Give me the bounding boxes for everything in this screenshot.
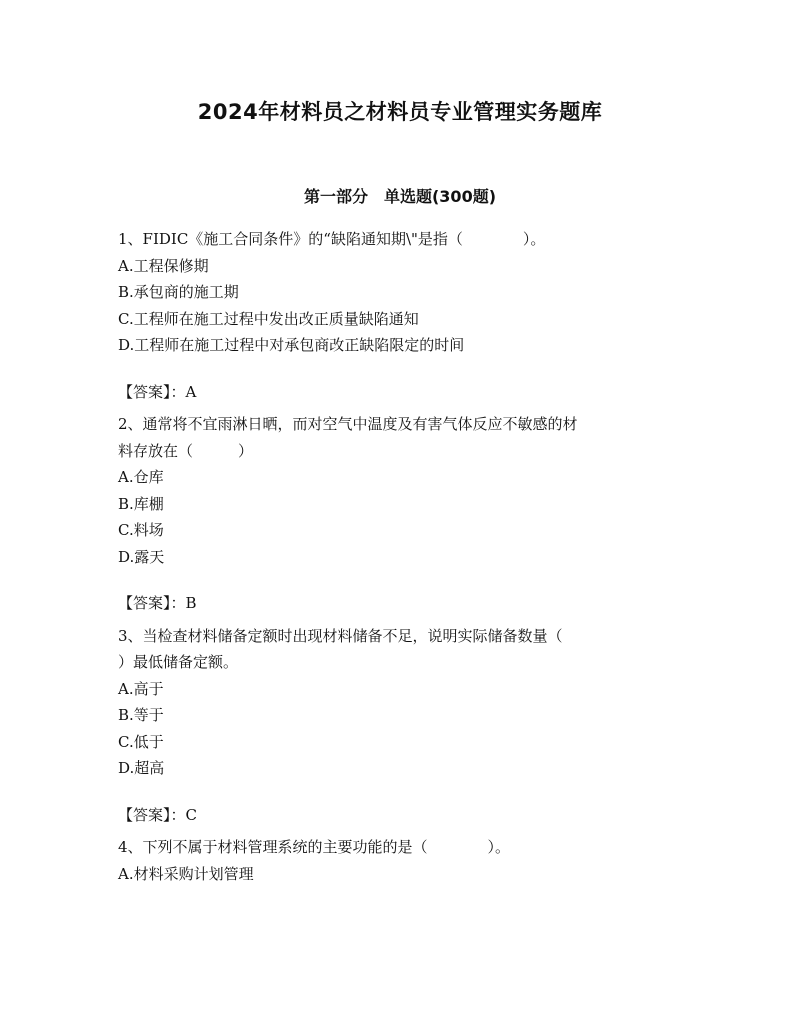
answer-value: B [185,594,197,612]
answer-label: 【答案】： [118,805,186,824]
question-stem: 3、当检查材料储备定额时出现材料储备不足，说明实际储备数量（ [118,626,563,645]
option-a: A.高于 [118,679,164,698]
option-b: B.等于 [118,706,164,724]
answer-label: 【答案】： [118,382,186,401]
answer-line [118,379,678,406]
option-a: A.工程保修期 [118,256,209,275]
question-stem-continued: 料存放在（ ） [118,441,254,460]
option-b: B.库棚 [118,494,164,513]
option-d: D.工程师在施工过程中对承包商改正缺陷限定的时间 [118,336,465,354]
document-title: 2024年材料员之材料员专业管理实务题库 [197,100,603,124]
section-title: 第一部分 单选题(300题) [303,187,497,206]
option-a: A.仓库 [118,468,164,486]
option-d: D.超高 [118,759,165,777]
option-b: B.承包商的施工期 [118,283,239,301]
question-4 [118,834,678,887]
question-stem-continued: ）最低储备定额。 [118,653,239,671]
question-stem: 4、下列不属于材料管理系统的主要功能的是（ ）。 [118,838,511,856]
answer-line [118,590,678,617]
option-a: A.材料采购计划管理 [118,864,254,883]
answer-line [118,802,678,829]
question-stem: 1、FIDIC《施工合同条件》的“缺陷通知期\"是指（ ）。 [118,230,546,248]
option-c: C.低于 [118,732,164,751]
answer-value: C [185,805,197,824]
option-c: C.料场 [118,521,164,539]
question-list [118,226,678,887]
answer-label: 【答案】： [118,594,186,612]
option-c: C.工程师在施工过程中发出改正质量缺陷通知 [118,309,419,328]
answer-value: A [185,382,197,401]
question-stem: 2、通常将不宜雨淋日晒，而对空气中温度及有害气体反应不敏感的材 [118,415,578,433]
question-2 [118,411,678,617]
question-1 [118,226,678,405]
option-d: D.露天 [118,547,165,566]
question-3 [118,623,678,829]
